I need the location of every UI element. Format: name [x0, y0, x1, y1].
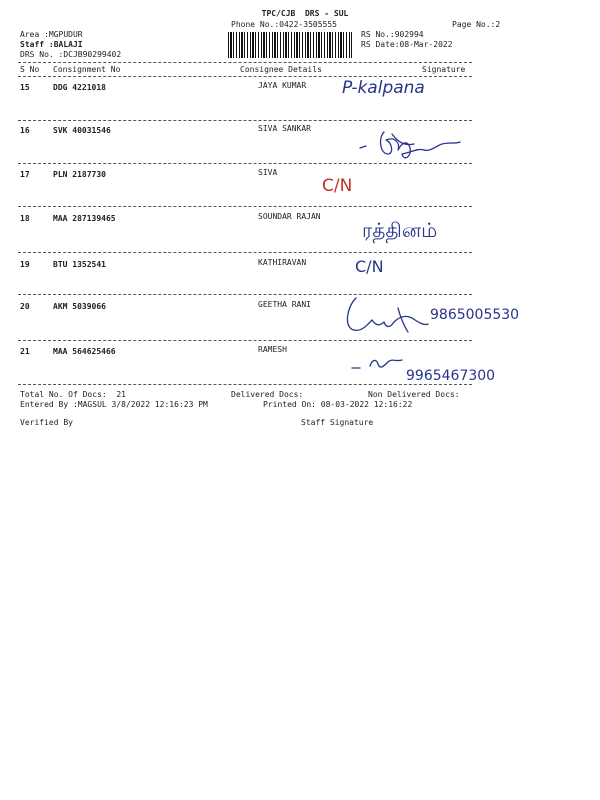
row-sno: 16	[20, 126, 30, 135]
row-consignment: AKM 5039066	[53, 302, 106, 311]
printed-on: Printed On: 08-03-2022 12:16:22	[263, 400, 413, 409]
area-label: Area :MGPUDUR	[20, 30, 83, 39]
row-sno: 20	[20, 302, 30, 311]
delivered-docs: Delivered Docs:	[231, 390, 304, 399]
row-sno: 17	[20, 170, 30, 179]
rs-date: RS Date:08-Mar-2022	[361, 40, 453, 49]
row-consignee: SIVA SANKAR	[258, 124, 311, 133]
page-number: Page No.:2	[452, 20, 501, 29]
col-consignment: Consignment No	[53, 65, 121, 74]
drs-number: DRS No. :DCJB90299402	[20, 50, 122, 59]
row-consignee: SIVA	[258, 168, 278, 177]
row-sno: 15	[20, 83, 30, 92]
col-consignee: Consignee Details	[240, 65, 322, 74]
document-title: TPC/CJB DRS - SUL	[261, 9, 349, 18]
row-signature: P-kalpana	[342, 78, 425, 98]
divider	[18, 76, 472, 77]
row-consignee: JAYA KUMAR	[258, 81, 307, 90]
divider	[18, 252, 472, 253]
row-sno: 19	[20, 260, 30, 269]
row-signature: ரத்தினம்	[362, 218, 438, 242]
entered-by: Entered By :MAGSUL 3/8/2022 12:16:23 PM	[20, 400, 208, 409]
row-signature: C/N	[322, 176, 353, 196]
row-consignment: BTU 1352541	[53, 260, 106, 269]
non-delivered-docs: Non Delivered Docs:	[368, 390, 460, 399]
phone-number: Phone No.:0422-3505555	[231, 20, 337, 29]
verified-by: Verified By	[20, 418, 73, 427]
divider	[18, 384, 472, 385]
row-signature	[352, 124, 467, 164]
col-signature: Signature	[422, 65, 466, 74]
row-consignment: MAA 287139465	[53, 214, 116, 223]
divider	[18, 120, 472, 121]
staff-label: Staff :BALAJI	[20, 40, 83, 49]
row-signature: 9965467300	[406, 368, 496, 384]
row-sno: 18	[20, 214, 30, 223]
divider	[18, 206, 472, 207]
row-consignment: PLN 2187730	[53, 170, 106, 179]
row-signature-scribble	[338, 290, 430, 336]
row-consignment: SVK 40031546	[53, 126, 111, 135]
total-docs: Total No. Of Docs: 21	[20, 390, 126, 399]
col-sno: S No	[20, 65, 40, 74]
divider	[18, 163, 472, 164]
row-consignee: SOUNDAR RAJAN	[258, 212, 321, 221]
rs-number: RS No.:902994	[361, 30, 424, 39]
row-signature: 9865005530	[430, 307, 520, 323]
divider	[18, 62, 472, 63]
row-consignee: GEETHA RANI	[258, 300, 311, 309]
barcode	[228, 32, 352, 58]
divider	[18, 340, 472, 341]
row-signature-scribble	[350, 352, 406, 374]
row-consignment: MAA 564625466	[53, 347, 116, 356]
row-consignment: DDG 4221018	[53, 83, 106, 92]
row-signature: C/N	[355, 257, 384, 276]
row-consignee: RAMESH	[258, 345, 287, 354]
row-sno: 21	[20, 347, 30, 356]
staff-signature-label: Staff Signature	[301, 418, 374, 427]
row-consignee: KATHIRAVAN	[258, 258, 307, 267]
